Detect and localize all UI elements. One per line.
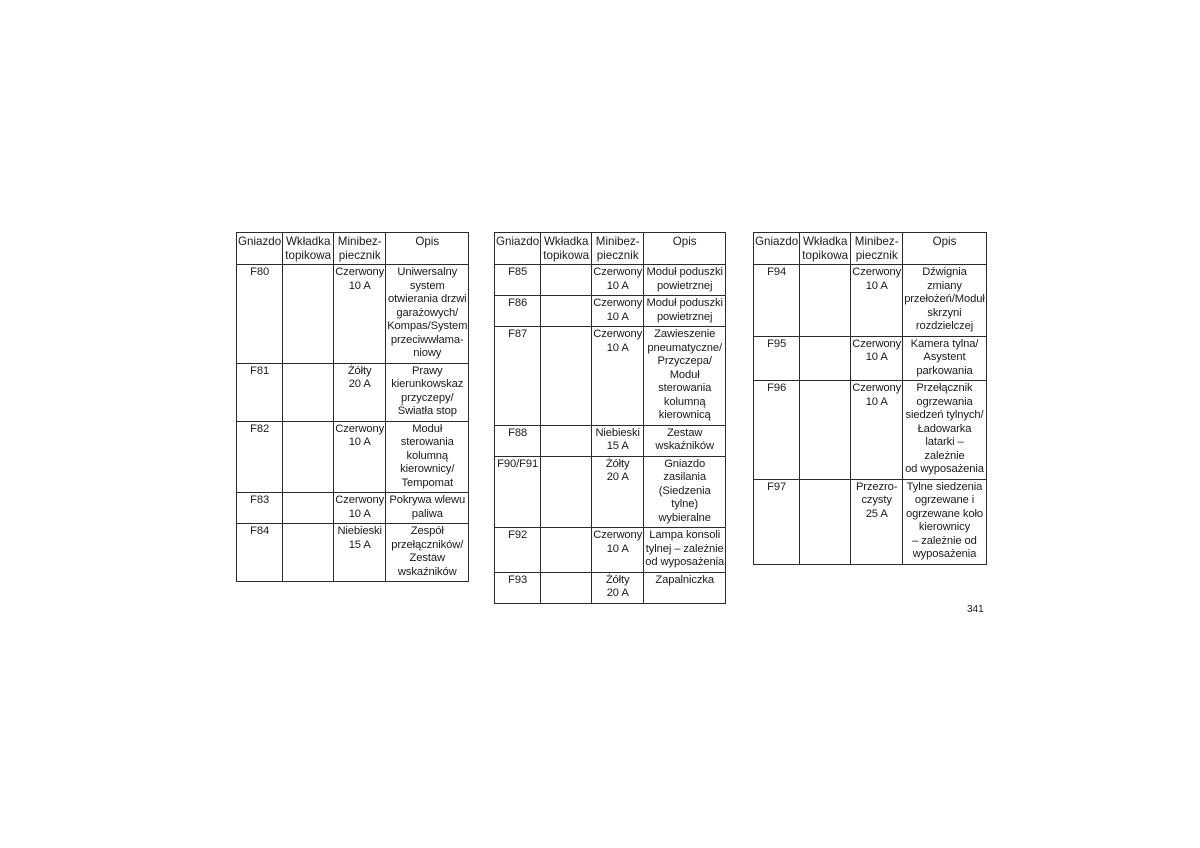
desc-cell: Prawy kierunkowskaz przyczepy/ Światła stop: [386, 363, 469, 421]
insert-cell: [541, 456, 592, 528]
desc-cell: Zapalniczka: [644, 572, 726, 603]
slot-cell: F88: [495, 425, 541, 456]
slot-cell: F97: [754, 479, 800, 564]
insert-cell: [541, 425, 592, 456]
mini-cell: Czerwony 10 A: [592, 528, 644, 573]
slot-cell: F82: [237, 421, 283, 493]
insert-cell: [283, 421, 334, 493]
mini-cell: Żółty 20 A: [592, 572, 644, 603]
insert-cell: [800, 336, 851, 381]
slot-cell: F93: [495, 572, 541, 603]
mini-cell: Czerwony 10 A: [334, 421, 386, 493]
mini-cell: Czerwony 10 A: [592, 327, 644, 426]
header-wkladka: Wkładka topikowa: [541, 233, 592, 265]
fuse-table-3: [753, 232, 987, 565]
header-wkladka: Wkładka topikowa: [800, 233, 851, 265]
insert-cell: [283, 363, 334, 421]
table-header-row: [237, 233, 469, 265]
desc-cell: Przełącznik ogrzewania siedzeń tylnych/ Ładowarka latarki – zależnie od wyposażenia: [903, 381, 987, 480]
insert-cell: [541, 327, 592, 426]
insert-cell: [283, 265, 334, 364]
table-row: [754, 479, 987, 564]
desc-cell: Zawieszenie pneumatyczne/ Przyczepa/ Moduł sterowania kolumną kierownicą: [644, 327, 726, 426]
fuse-table-1: [236, 232, 469, 582]
header-minibez: Minibez- piecznik: [334, 233, 386, 265]
table-row: [495, 296, 726, 327]
header-wkladka: Wkładka topikowa: [283, 233, 334, 265]
mini-cell: Czerwony 10 A: [592, 265, 644, 296]
insert-cell: [541, 572, 592, 603]
desc-cell: Moduł poduszki powietrznej: [644, 296, 726, 327]
mini-cell: Czerwony 10 A: [851, 381, 903, 480]
header-gniazdo: Gniazdo: [495, 233, 541, 265]
slot-cell: F87: [495, 327, 541, 426]
insert-cell: [541, 528, 592, 573]
slot-cell: F95: [754, 336, 800, 381]
mini-cell: Żółty 20 A: [334, 363, 386, 421]
slot-cell: F94: [754, 265, 800, 337]
header-opis: Opis: [644, 233, 726, 265]
desc-cell: Zespół przełączników/ Zestaw wskaźników: [386, 524, 469, 582]
desc-cell: Tylne siedzenia ogrzewane i ogrzewane koło kierownicy – zależnie od wyposażenia: [903, 479, 987, 564]
table-row: [237, 421, 469, 493]
slot-cell: F80: [237, 265, 283, 364]
header-gniazdo: Gniazdo: [754, 233, 800, 265]
insert-cell: [800, 381, 851, 480]
table-row: [495, 265, 726, 296]
insert-cell: [283, 524, 334, 582]
page-number: 341: [967, 604, 984, 615]
desc-cell: Pokrywa wlewu paliwa: [386, 493, 469, 524]
slot-cell: F92: [495, 528, 541, 573]
table-header-row: [495, 233, 726, 265]
header-opis: Opis: [386, 233, 469, 265]
insert-cell: [800, 479, 851, 564]
slot-cell: F90/F91: [495, 456, 541, 528]
mini-cell: Niebieski 15 A: [592, 425, 644, 456]
table-row: [237, 524, 469, 582]
table-row: [754, 265, 987, 337]
desc-cell: Uniwersalny system otwierania drzwi garażowych/ Kompas/System przeciwwłama- niowy: [386, 265, 469, 364]
table-row: [754, 336, 987, 381]
slot-cell: F83: [237, 493, 283, 524]
desc-cell: Dźwignia zmiany przełożeń/Moduł skrzyni rozdzielczej: [903, 265, 987, 337]
header-opis: Opis: [903, 233, 987, 265]
slot-cell: F96: [754, 381, 800, 480]
slot-cell: F86: [495, 296, 541, 327]
mini-cell: Żółty 20 A: [592, 456, 644, 528]
insert-cell: [283, 493, 334, 524]
table-row: [495, 456, 726, 528]
insert-cell: [541, 265, 592, 296]
table-header-row: [754, 233, 987, 265]
slot-cell: F81: [237, 363, 283, 421]
desc-cell: Lampa konsoli tylnej – zależnie od wyposażenia: [644, 528, 726, 573]
header-minibez: Minibez- piecznik: [851, 233, 903, 265]
desc-cell: Gniazdo zasilania (Siedzenia tylne) wybieralne: [644, 456, 726, 528]
insert-cell: [541, 296, 592, 327]
table-row: [495, 572, 726, 603]
table-row: [237, 265, 469, 364]
slot-cell: F84: [237, 524, 283, 582]
mini-cell: Czerwony 10 A: [334, 265, 386, 364]
fuse-table-2: [494, 232, 726, 604]
insert-cell: [800, 265, 851, 337]
table-row: [495, 327, 726, 426]
desc-cell: Kamera tylna/ Asystent parkowania: [903, 336, 987, 381]
slot-cell: F85: [495, 265, 541, 296]
mini-cell: Niebieski 15 A: [334, 524, 386, 582]
table-row: [495, 425, 726, 456]
mini-cell: Czerwony 10 A: [851, 265, 903, 337]
table-row: [237, 363, 469, 421]
mini-cell: Czerwony 10 A: [334, 493, 386, 524]
table-row: [495, 528, 726, 573]
mini-cell: Czerwony 10 A: [851, 336, 903, 381]
mini-cell: Czerwony 10 A: [592, 296, 644, 327]
desc-cell: Zestaw wskaźników: [644, 425, 726, 456]
desc-cell: Moduł poduszki powietrznej: [644, 265, 726, 296]
header-gniazdo: Gniazdo: [237, 233, 283, 265]
header-minibez: Minibez- piecznik: [592, 233, 644, 265]
mini-cell: Przezro- czysty 25 A: [851, 479, 903, 564]
desc-cell: Moduł sterowania kolumną kierownicy/ Tempomat: [386, 421, 469, 493]
table-row: [237, 493, 469, 524]
table-row: [754, 381, 987, 480]
